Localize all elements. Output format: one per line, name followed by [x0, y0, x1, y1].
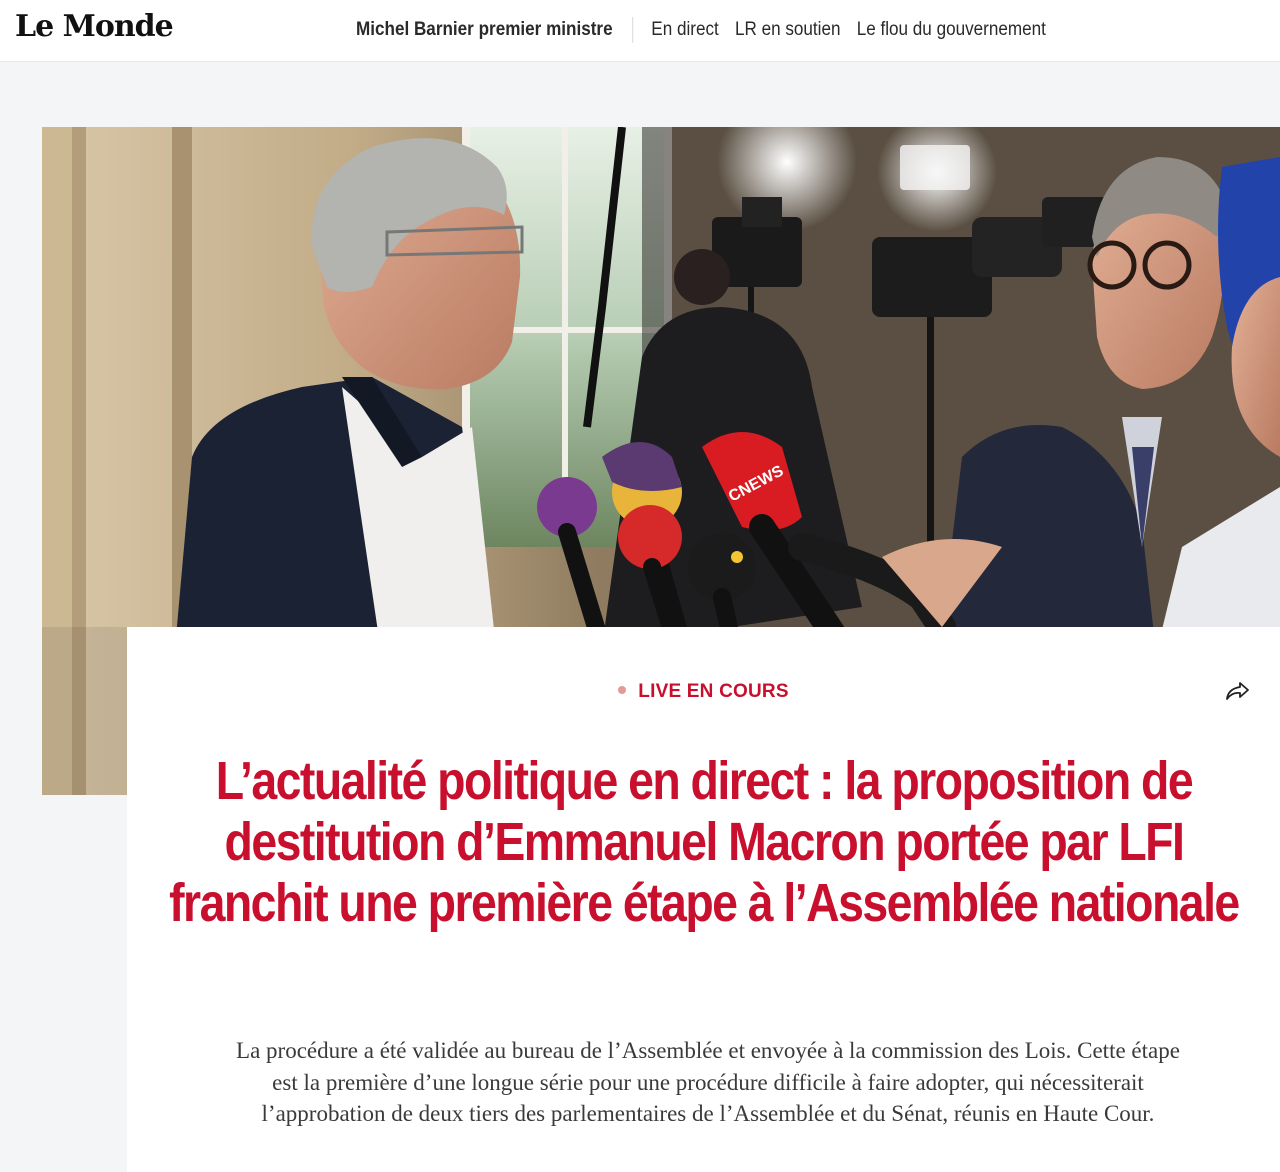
article-headline — [169, 751, 1239, 934]
live-badge-label: LIVE EN COURS — [638, 681, 789, 702]
site-logo[interactable]: Le Monde — [15, 9, 173, 44]
nav-item-flou-gouvernement[interactable]: Le flou du gouvernement — [856, 19, 1046, 40]
share-icon — [1224, 679, 1252, 703]
site-header — [0, 0, 1280, 62]
topic-nav — [356, 17, 1062, 43]
nav-item-lr-en-soutien[interactable]: LR en soutien — [734, 19, 841, 40]
cnews-mic-label: CNEWS — [725, 462, 787, 506]
article-headline-text: L’actualité politique en direct : la proposition de destitution d’Emmanuel Macron portée par LFI franchit une première étape à l’Assemblée nationale — [169, 751, 1239, 933]
article-lede: La procédure a été validée au bureau de l’Assemblée et envoyée à la commission des Lois. Cette étape est la première d’une longue série pour une procédure difficile à faire adopter, qui nécessiterait l’approbation de deux tiers des parlementaires de l’Assemblée et du Sénat, réunis en Haute Cour. — [236, 1038, 1180, 1126]
share-button[interactable] — [1224, 679, 1252, 703]
live-dot-icon — [618, 686, 626, 694]
nav-main-topic[interactable]: Michel Barnier premier ministre — [356, 19, 613, 40]
nav-item-en-direct[interactable]: En direct — [651, 19, 719, 40]
nav-divider — [632, 17, 633, 43]
article-header-card — [127, 627, 1280, 1172]
live-badge — [127, 681, 1280, 703]
